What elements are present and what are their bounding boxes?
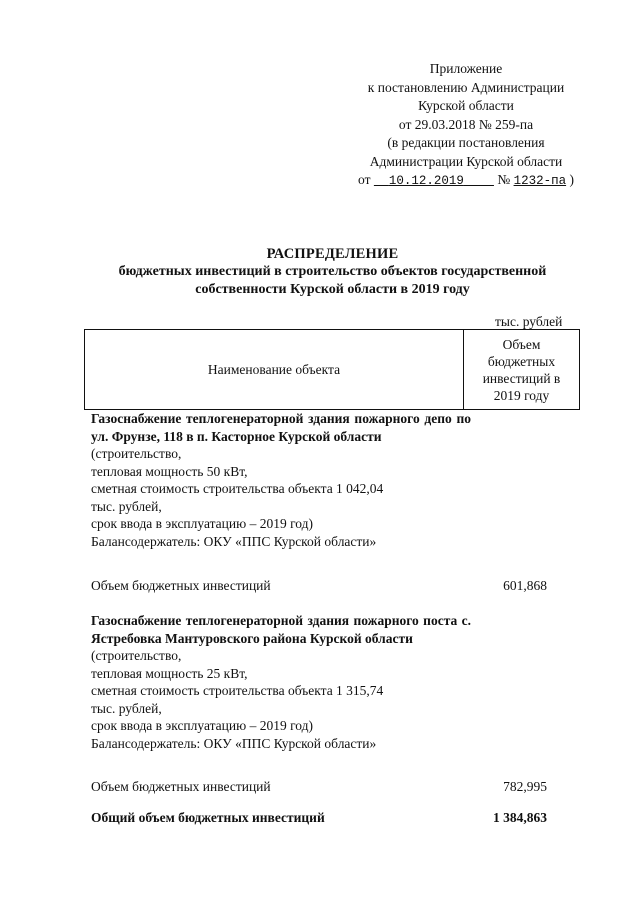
amount-header-line: 2019 году	[493, 387, 550, 403]
object-detail: Балансодержатель: ОКУ «ППС Курской области»	[91, 735, 377, 751]
object-detail: (строительство,	[91, 648, 182, 663]
column-header-amount	[464, 330, 579, 409]
amount-header-line: инвестиций в	[482, 370, 561, 386]
object-detail: срок ввода в эксплуатацию – 2019 год)	[91, 516, 314, 531]
sum-label: Объем бюджетных инвестиций	[91, 578, 271, 593]
sum-value: 601,868	[503, 578, 547, 593]
appendix-line: Курской области	[418, 98, 514, 113]
sum-value: 782,995	[503, 779, 547, 794]
document-title	[95, 245, 570, 299]
appendix-line: Приложение	[429, 61, 503, 76]
appendix-header	[345, 60, 587, 191]
amount-header-line: бюджетных	[487, 353, 556, 369]
closing-paren: )	[569, 172, 574, 187]
title-sub-line: бюджетных инвестиций в строительство объектов государственной	[118, 264, 547, 279]
units-label: тыс. рублей	[495, 314, 563, 329]
sum-label: Объем бюджетных инвестиций	[91, 779, 271, 794]
appendix-line: к постановлению Администрации	[367, 79, 565, 95]
appendix-line: (в редакции постановления	[387, 135, 545, 150]
object-detail: (строительство,	[91, 446, 182, 461]
object-name: Газоснабжение теплогенераторной здания пожарного депо по ул. Фрунзе, 118 в п. Касторное Курской области	[91, 411, 471, 444]
object-detail: тепловая мощность 25 кВт,	[91, 665, 248, 681]
column-header-name: Наименование объекта	[207, 361, 341, 377]
total-label: Общий объем бюджетных инвестиций	[91, 810, 325, 825]
object-entry	[91, 410, 471, 550]
date-prefix: от	[358, 172, 371, 187]
appendix-line: от 29.03.2018 № 259-па	[398, 116, 534, 132]
amount-header-line: Объем	[502, 336, 541, 352]
date-value	[374, 174, 494, 188]
date-text: 10.12.2019	[388, 174, 464, 188]
title-sub-line: собственности Курской области в 2019 году	[195, 282, 470, 297]
object-entry	[91, 612, 471, 752]
object-detail: сметная стоимость строительства объекта 1 042,04	[91, 481, 384, 496]
table-header	[84, 329, 580, 410]
object-name: Газоснабжение теплогенераторной здания пожарного поста с. Ястребовка Мантуровского района Курской области	[91, 613, 471, 646]
object-detail: сметная стоимость строительства объекта 1 315,74	[91, 683, 384, 698]
object-detail: тыс. рублей,	[91, 498, 162, 514]
object-detail: тепловая мощность 50 кВт,	[91, 463, 248, 479]
number-prefix: №	[497, 172, 511, 187]
object-detail: срок ввода в эксплуатацию – 2019 год)	[91, 718, 314, 733]
object-detail: тыс. рублей,	[91, 700, 162, 716]
total-value: 1 384,863	[493, 810, 547, 825]
title-main: РАСПРЕДЕЛЕНИЕ	[266, 246, 399, 262]
appendix-date-line	[345, 171, 587, 191]
number-value: 1232-па	[513, 174, 567, 188]
object-detail: Балансодержатель: ОКУ «ППС Курской области»	[91, 533, 377, 549]
appendix-line: Администрации Курской области	[369, 153, 563, 169]
